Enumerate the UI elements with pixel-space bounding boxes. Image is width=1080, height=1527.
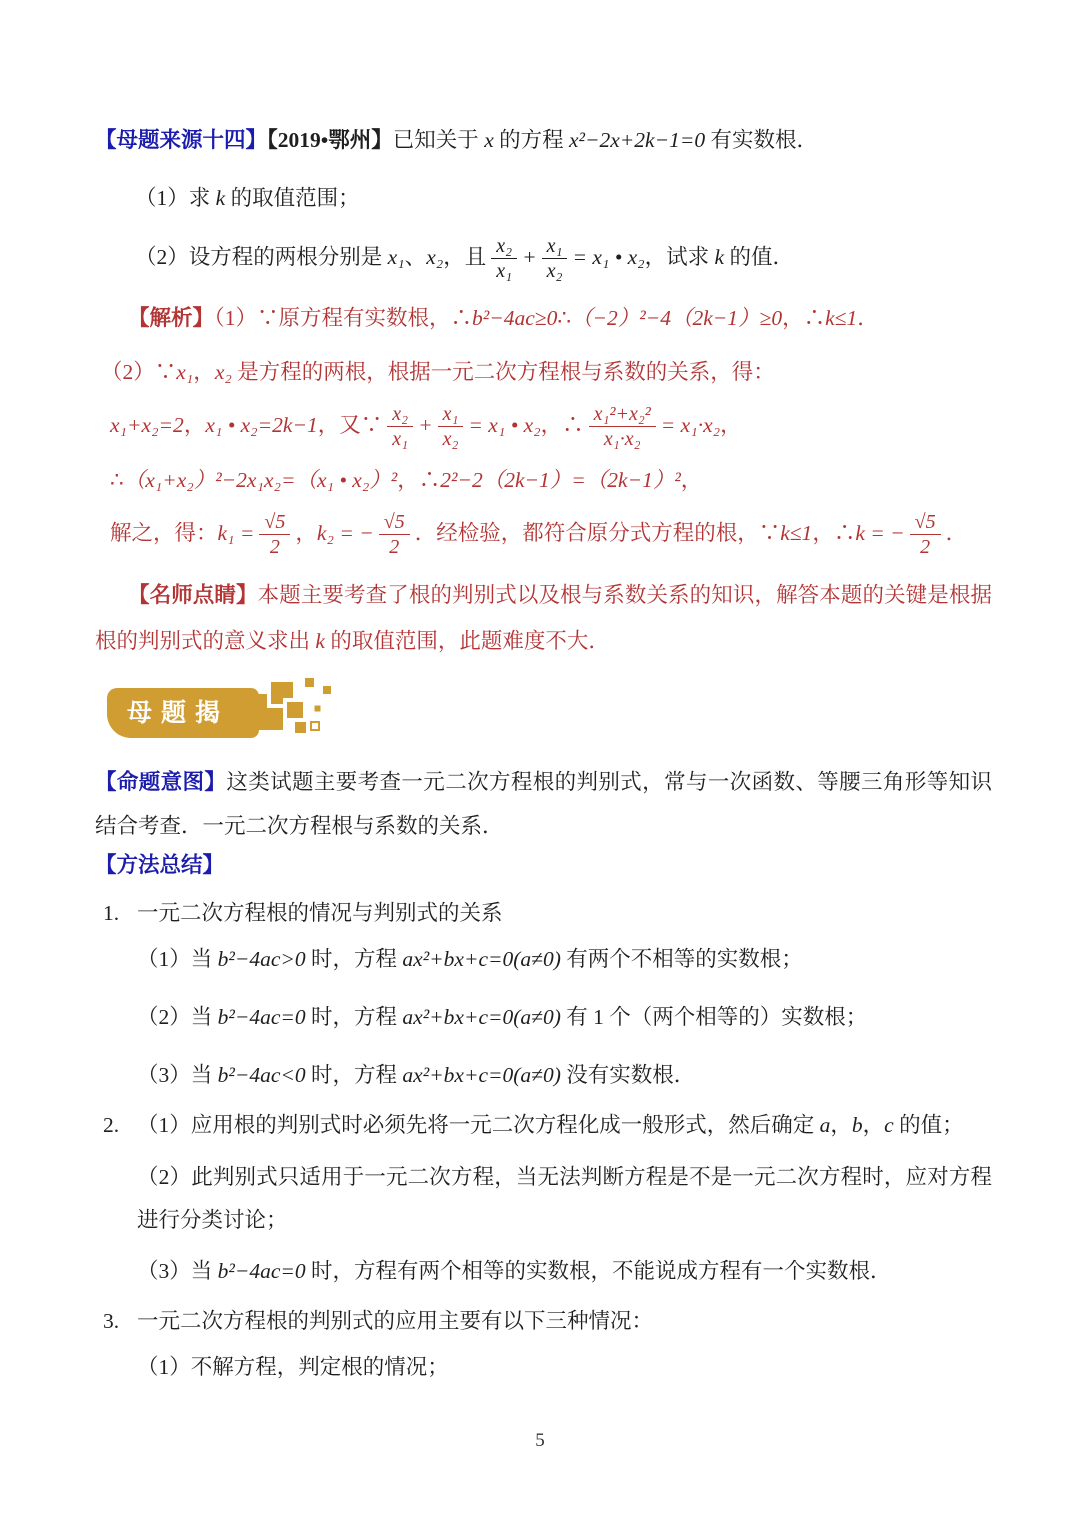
reveal-badge [107, 674, 992, 778]
intent-paragraph [95, 760, 992, 848]
source-tag: 【母题来源十四】 [95, 128, 268, 152]
method-item-3-sub-1: （1）不解方程，判定根的情况； [137, 1355, 449, 1380]
method-item-1 [103, 898, 992, 928]
method-item-3-title: 一元二次方程根的判别式的应用主要有以下三种情况： [137, 1309, 654, 1334]
question-1: （1）求 k 的取值范围； [135, 186, 360, 210]
method-item-1-number: 1. [103, 901, 120, 926]
method-item-2 [103, 1110, 992, 1140]
analysis-line-5: 解之，得：k₁ = $\frac{√5}{2}$ ，k₂ = − $\frac{√5}{2}$ ．经检验，都符合原分式方程的根，∵k≤1，∴k = − $\frac{√5}{2}$ ． [110, 510, 968, 558]
pixel-blocks-icon [247, 674, 337, 752]
analysis-line-3: x₁+x₂=2，x₁ • x₂=2k−1，又∵ $\frac{\text{x₂}}{\text{x₁}}$ + $\frac{\text{x₁}}{\text{x₂}}$ = x₁ • x₂，∴ $\frac{\text{x₁²+x₂²}}{\text{x₁·x₂}}$ = x₁·x₂， [110, 402, 742, 451]
page-number: 5 [535, 1430, 545, 1451]
method-item-1-sub-1: （1）当 b²−4ac>0 时，方程 ax²+bx+c=0(a≠0) 有两个不相等的实数根； [137, 947, 803, 972]
analysis-label: 【解析】 [128, 305, 215, 330]
analysis-line-4: ∴（x₁+x₂）²−2x₁x₂=（x₁ • x₂）²，∴2²−2（2k−1）=（2k−1）²， [110, 467, 703, 492]
method-item-2-line-2: （2）此判别式只适用于一元二次方程，当无法判断方程是不是一元二次方程时，应对方程进行分类讨论； [137, 1165, 992, 1233]
intent-label: 【命题意图】 [95, 770, 227, 795]
question-2: （2）设方程的两根分别是 x₁、x₂，且 $\frac{\text{x₂}}{\text{x₁}}$ + $\frac{\text{x₁}}{\text{x₂}}$ = x₁ • x₂，试求 k 的值． [135, 235, 794, 283]
analysis-line-2: （2）∵x₁，x₂ 是方程的两根，根据一元二次方程根与系数的关系，得： [101, 359, 775, 384]
teacher-note [95, 572, 992, 664]
problem-statement: 已知关于 x 的方程 x²−2x+2k−1=0 有实数根． [392, 128, 818, 152]
method-item-2-line-3: （3）当 b²−4ac=0 时，方程有两个相等的实数根，不能说成方程有一个实数根． [137, 1259, 892, 1284]
method-label: 【方法总结】 [95, 853, 225, 878]
teacher-note-label: 【名师点睛】 [128, 583, 258, 608]
method-item-2-number: 2. [103, 1113, 120, 1138]
teacher-note-text: 本题主要考查了根的判别式以及根与系数关系的知识，解答本题的关键是根据根的判别式的意义求出 k 的取值范围，此题难度不大． [95, 583, 992, 654]
problem-header [95, 125, 992, 155]
method-item-1-sub-3: （3）当 b²−4ac<0 时，方程 ax²+bx+c=0(a≠0) 没有实数根． [137, 1063, 696, 1088]
method-item-1-title: 一元二次方程根的情况与判别式的关系 [137, 901, 503, 926]
method-item-2-line-1: （1）应用根的判别式时必须先将一元二次方程化成一般形式，然后确定 a，b，c 的值； [137, 1113, 964, 1138]
method-item-1-sub-2: （2）当 b²−4ac=0 时，方程 ax²+bx+c=0(a≠0) 有 1 个（两个相等的）实数根； [137, 1005, 868, 1030]
method-item-3-number: 3. [103, 1309, 120, 1334]
exam-tag: 【2019•鄂州】 [267, 128, 393, 152]
analysis-line-1 [95, 303, 992, 333]
reveal-badge-label: 母题揭秘 [107, 688, 259, 738]
method-item-3 [103, 1306, 992, 1336]
intent-text: 这类试题主要考查一元二次方程根的判别式，常与一次函数、等腰三角形等知识结合考查．一元二次方程根与系数的关系． [95, 770, 992, 839]
analysis-line-1-text: （1）∵原方程有实数根，∴b²−4ac≥0∴（−2）²−4（2k−1）≥0，∴k≤1． [214, 305, 879, 330]
